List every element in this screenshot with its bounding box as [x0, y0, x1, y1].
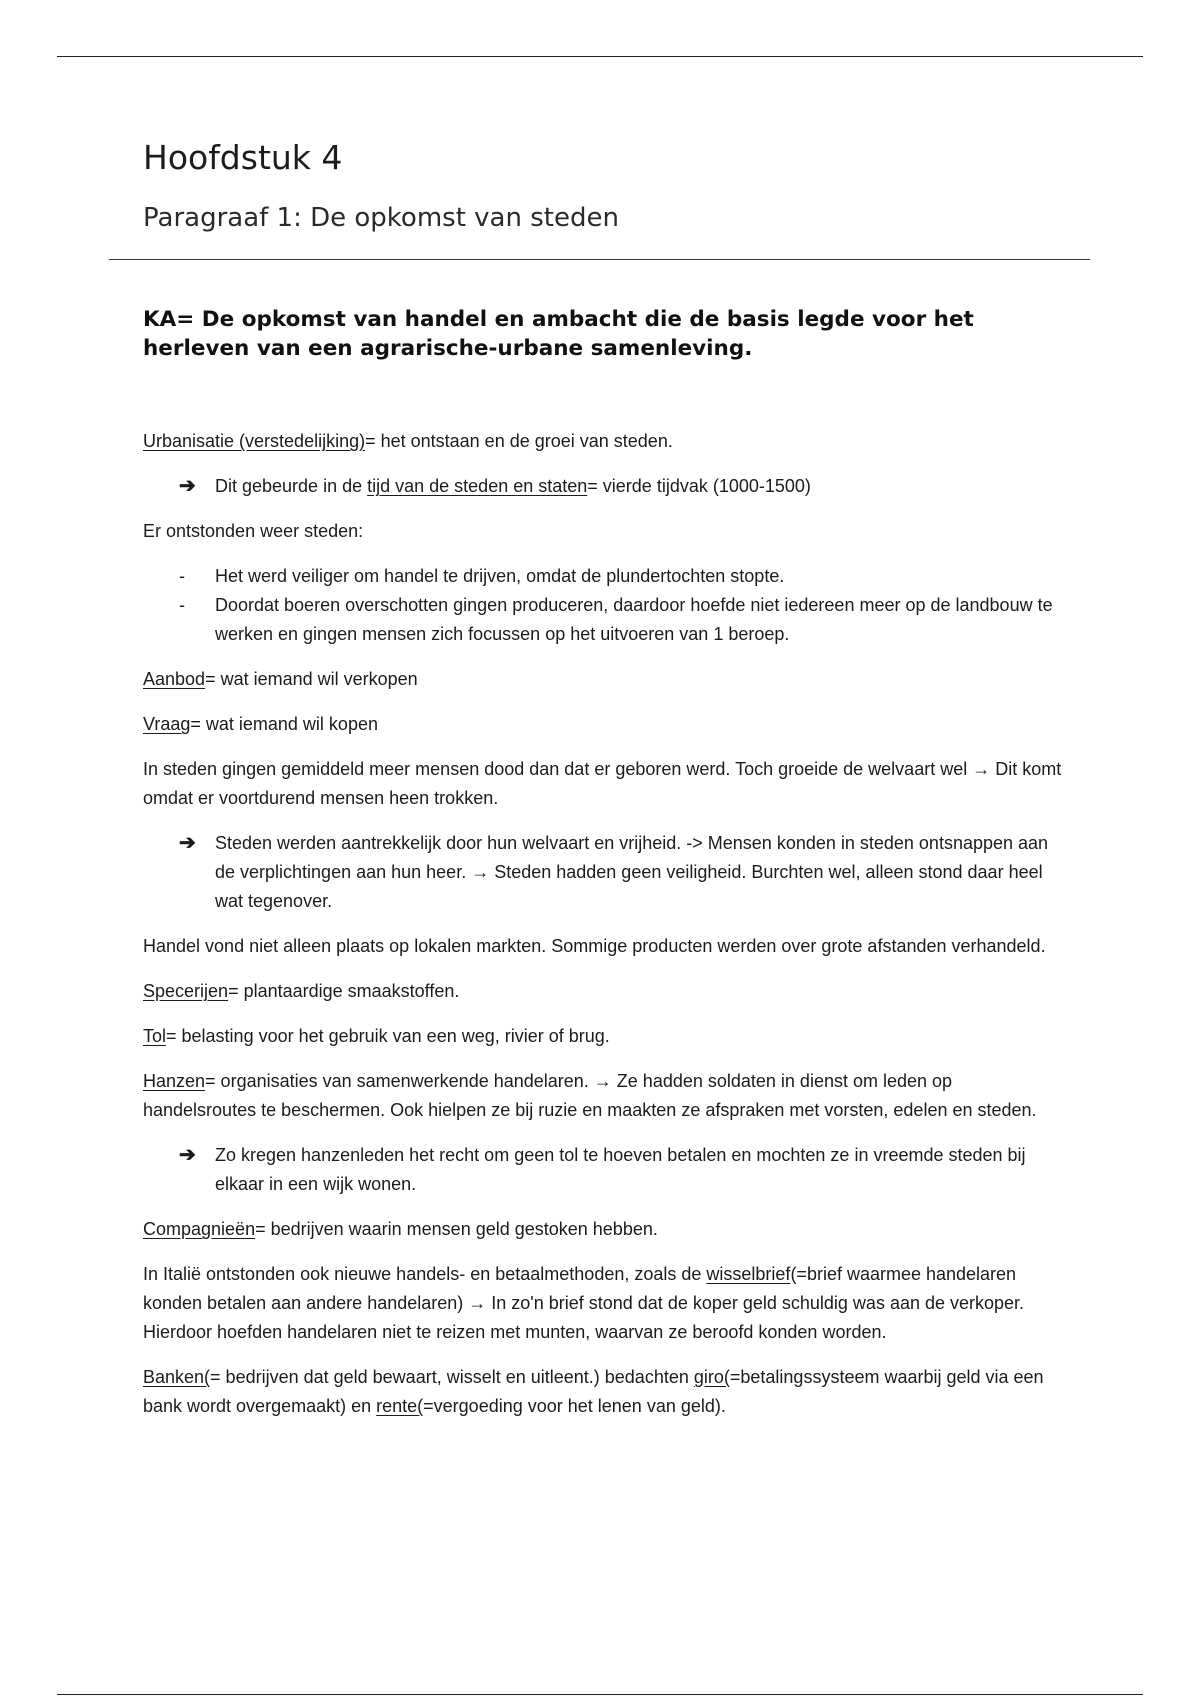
term-specerijen: Specerijen — [143, 981, 229, 1001]
page-title: Hoofdstuk 4 — [143, 138, 343, 177]
banken-text-3: =vergoeding voor het lenen van geld). — [423, 1396, 726, 1416]
definition-specerijen: = plantaardige smaakstoffen. — [228, 981, 460, 1001]
term-aanbod: Aanbod — [143, 669, 206, 689]
term-banken: Banken( — [143, 1367, 211, 1387]
term-wisselbrief: wisselbrief — [706, 1264, 791, 1284]
term-urbanisatie: Urbanisatie (verstedelijking) — [143, 431, 366, 451]
term-giro: giro( — [693, 1367, 730, 1387]
reason-text-2: Doordat boeren overschotten gingen produceren, daardoor hoefde niet iedereen meer op de landbouw te werken en gingen mensen zich focussen op het uitvoeren van 1 beroep. — [215, 595, 1053, 644]
term-vraag: Vraag — [143, 714, 191, 734]
definition-compagnieen: = bedrijven waarin mensen geld gestoken hebben. — [255, 1219, 658, 1239]
aantrekkelijk-text: Steden werden aantrekkelijk door hun welvaart en vrijheid. -> Mensen konden in steden ontsnappen aan de verplichtingen aan hun heer. → Steden hadden geen veiligheid. Burchten wel, alleen stond daar heel wat tegenover. — [215, 833, 1049, 911]
paragraph-specerijen — [143, 977, 1063, 1006]
arrow-icon: ➔ — [179, 475, 196, 497]
term-compagnieen: Compagnieën — [143, 1219, 256, 1239]
term-tijdvak: tijd van de steden en staten — [367, 476, 588, 496]
list-item-reason-2 — [143, 591, 1063, 649]
page-subtitle: Paragraaf 1: De opkomst van steden — [143, 203, 619, 233]
dash-bullet: - — [179, 566, 185, 586]
term-hanzen: Hanzen — [143, 1071, 206, 1091]
paragraph-tol — [143, 1022, 1063, 1051]
italie-pre: In Italië ontstonden ook nieuwe handels- en betaalmethoden, zoals de — [143, 1264, 707, 1284]
dash-bullet: - — [179, 595, 185, 615]
definition-hanzen: = organisaties van samenwerkende handelaren. → Ze hadden soldaten in dienst om leden op handelsroutes te beschermen. Ook hielpen ze bij ruzie en maakten ze afspraken met vorsten, edelen en steden. — [143, 1071, 1037, 1120]
definition-aanbod: = wat iemand wil verkopen — [205, 669, 418, 689]
paragraph-handel: Handel vond niet alleen plaats op lokalen markten. Sommige producten werden over grote afstanden verhandeld. — [143, 936, 1046, 956]
paragraph-italie — [143, 1260, 1063, 1347]
paragraph-aanbod — [143, 665, 1063, 694]
list-item-hanzen — [143, 1141, 1063, 1199]
term-tol: Tol — [143, 1026, 167, 1046]
paragraph-compagnieen — [143, 1215, 1063, 1244]
paragraph-ontstonden: Er ontstonden weer steden: — [143, 521, 364, 541]
key-concept: KA= De opkomst van handel en ambacht die de basis legde voor het herleven van een agrarische-urbane samenleving. — [143, 307, 974, 361]
definition-vraag: = wat iemand wil kopen — [190, 714, 378, 734]
definition-urbanisatie: = het ontstaan en de groei van steden. — [365, 431, 673, 451]
paragraph-hanzen — [143, 1067, 1063, 1125]
banken-text-2: =betalingssysteem waarbij geld via een bank wordt overgemaakt) en — [143, 1367, 1044, 1416]
italie-post: (=brief waarmee handelaren konden betalen aan andere handelaren) → In zo'n brief stond dat de koper geld schuldig was aan de verkoper. Hierdoor hoefden handelaren niet te reizen met munten, waarvan ze beroofd konden worden. — [143, 1264, 1025, 1342]
list-item-tijdvak — [143, 472, 1063, 501]
page-top-rule — [57, 56, 1143, 57]
term-rente: rente( — [376, 1396, 424, 1416]
list-item-aantrekkelijk — [143, 829, 1063, 916]
body-text — [143, 427, 1063, 1437]
tijdvak-pre: Dit gebeurde in de — [215, 476, 368, 496]
tijdvak-post: = vierde tijdvak (1000-1500) — [587, 476, 811, 496]
banken-text-1: = bedrijven dat geld bewaart, wisselt en uitleent.) bedachten — [210, 1367, 694, 1387]
definition-tol: = belasting voor het gebruik van een weg, rivier of brug. — [166, 1026, 610, 1046]
paragraph-urbanisatie — [143, 427, 1063, 456]
arrow-icon: ➔ — [179, 1144, 196, 1166]
title-divider — [109, 259, 1090, 260]
page-bottom-rule — [57, 1694, 1143, 1695]
paragraph-welvaart: In steden gingen gemiddeld meer mensen dood dan dat er geboren werd. Toch groeide de welvaart wel → Dit komt omdat er voortdurend mensen heen trokken. — [143, 759, 1062, 808]
paragraph-vraag — [143, 710, 1063, 739]
reason-text-1: Het werd veiliger om handel te drijven, omdat de plundertochten stopte. — [215, 566, 785, 586]
hanzen-item-text: Zo kregen hanzenleden het recht om geen tol te hoeven betalen en mochten ze in vreemde steden bij elkaar in een wijk wonen. — [215, 1145, 1026, 1194]
arrow-icon: ➔ — [179, 832, 196, 854]
paragraph-banken — [143, 1363, 1063, 1421]
list-item-reason-1 — [143, 562, 1063, 591]
